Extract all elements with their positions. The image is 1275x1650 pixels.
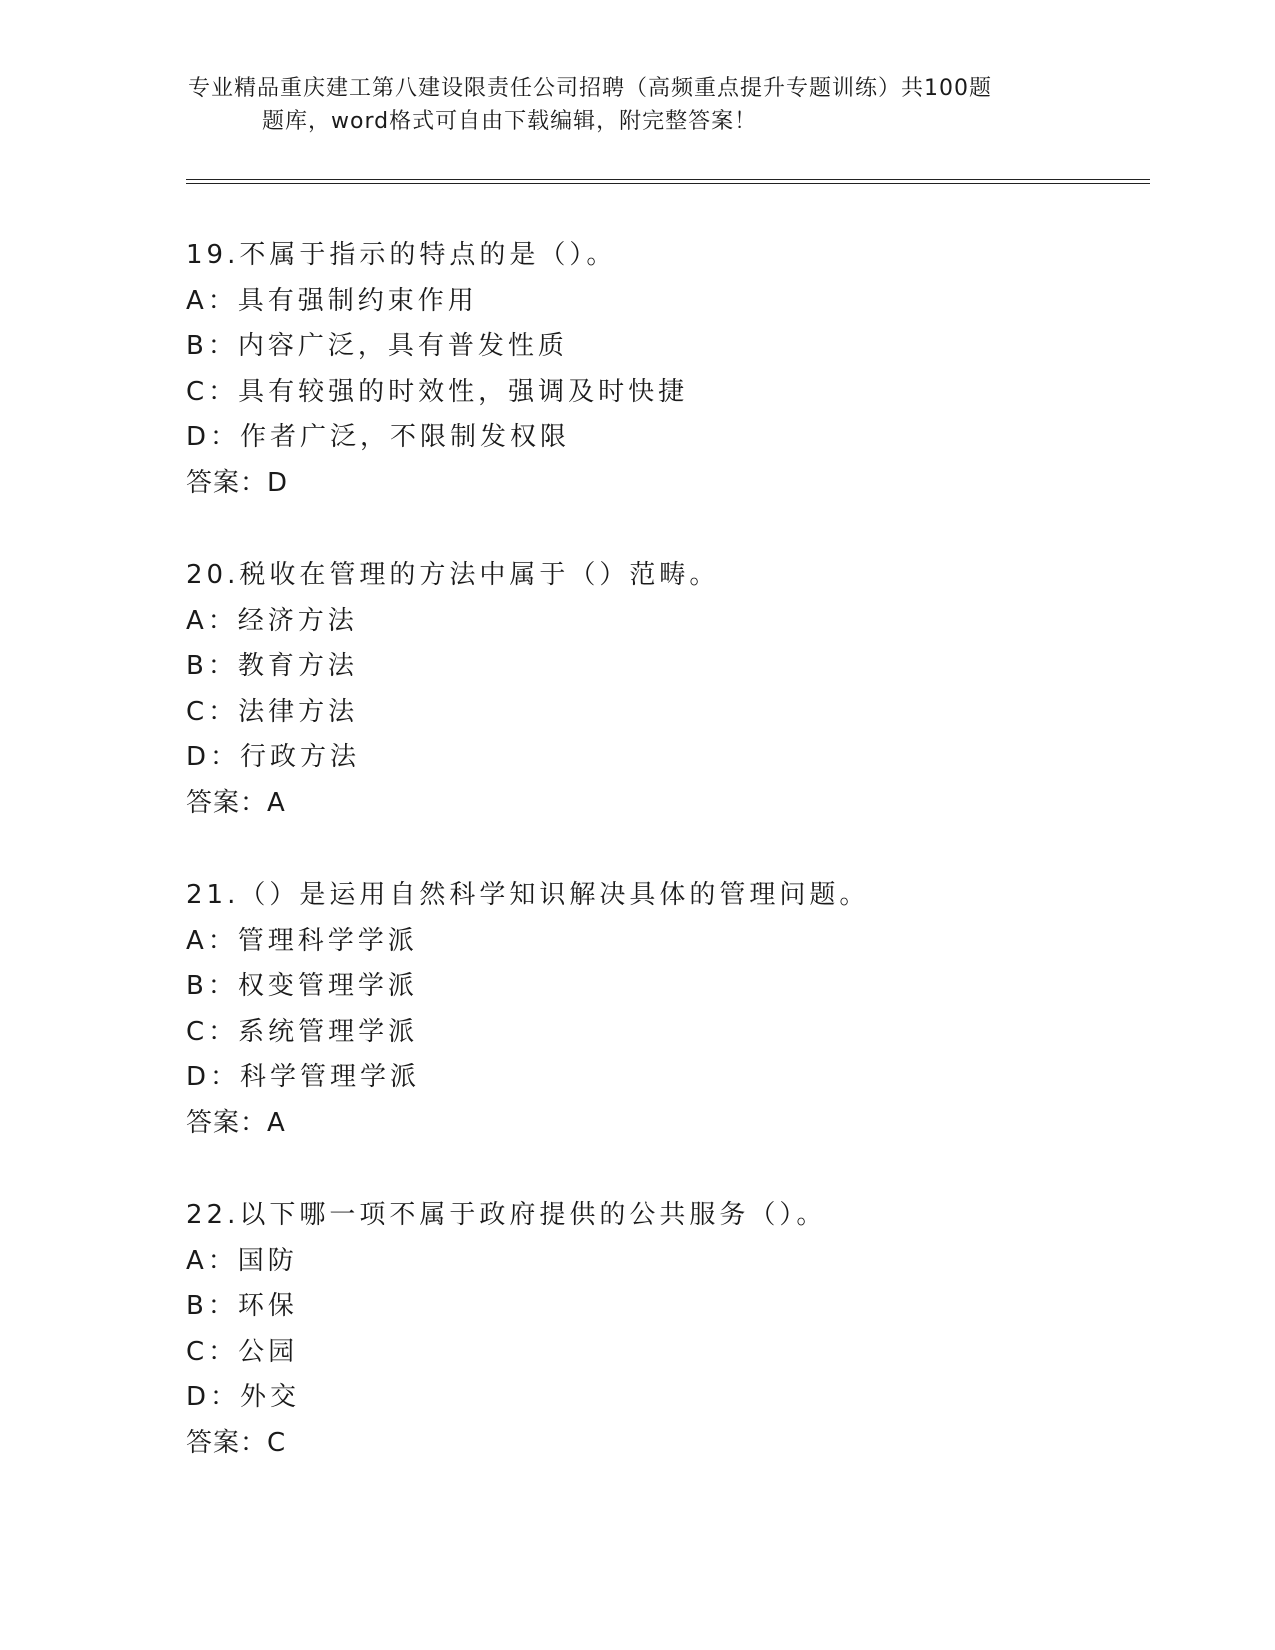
answer: 答案：A <box>186 787 286 818</box>
option-a: A：经济方法 <box>186 605 358 636</box>
answer: 答案：C <box>186 1427 287 1458</box>
option-c: C：具有较强的时效性，强调及时快捷 <box>186 376 689 407</box>
option-a: A：管理科学学派 <box>186 925 418 956</box>
option-d: D：外交 <box>186 1382 301 1412</box>
question-stem: 19.不属于指示的特点的是（）。 <box>186 240 617 270</box>
answer: 答案：A <box>186 1107 286 1138</box>
option-d: D：行政方法 <box>186 742 361 772</box>
option-a: A：具有强制约束作用 <box>186 285 478 316</box>
option-c: C：系统管理学派 <box>186 1016 419 1047</box>
question-stem: 22.以下哪一项不属于政府提供的公共服务（）。 <box>186 1200 827 1230</box>
option-b: B：教育方法 <box>186 651 358 681</box>
option-b: B：环保 <box>186 1291 298 1321</box>
document-header <box>188 72 1088 138</box>
question-21 <box>186 873 1146 1146</box>
option-b: B：内容广泛，具有普发性质 <box>186 331 568 361</box>
option-c: C：法律方法 <box>186 696 359 727</box>
header-title-line-1: 专业精品重庆建工第八建设限责任公司招聘（高频重点提升专题训练）共100题 <box>188 76 992 101</box>
header-divider-bottom <box>186 183 1150 184</box>
option-d: D：作者广泛，不限制发权限 <box>186 422 571 452</box>
header-title-line-2: 题库，word格式可自由下载编辑，附完整答案！ <box>262 109 758 134</box>
question-22 <box>186 1193 1146 1466</box>
header-divider-top <box>186 179 1150 180</box>
question-20 <box>186 553 1146 826</box>
answer: 答案：D <box>186 467 289 498</box>
option-a: A：国防 <box>186 1245 298 1276</box>
option-b: B：权变管理学派 <box>186 971 418 1001</box>
question-stem: 20.税收在管理的方法中属于（）范畴。 <box>186 560 720 590</box>
question-stem: 21.（）是运用自然科学知识解决具体的管理问题。 <box>186 880 870 910</box>
option-c: C：公园 <box>186 1336 299 1367</box>
option-d: D：科学管理学派 <box>186 1062 421 1092</box>
question-19 <box>186 233 1146 506</box>
